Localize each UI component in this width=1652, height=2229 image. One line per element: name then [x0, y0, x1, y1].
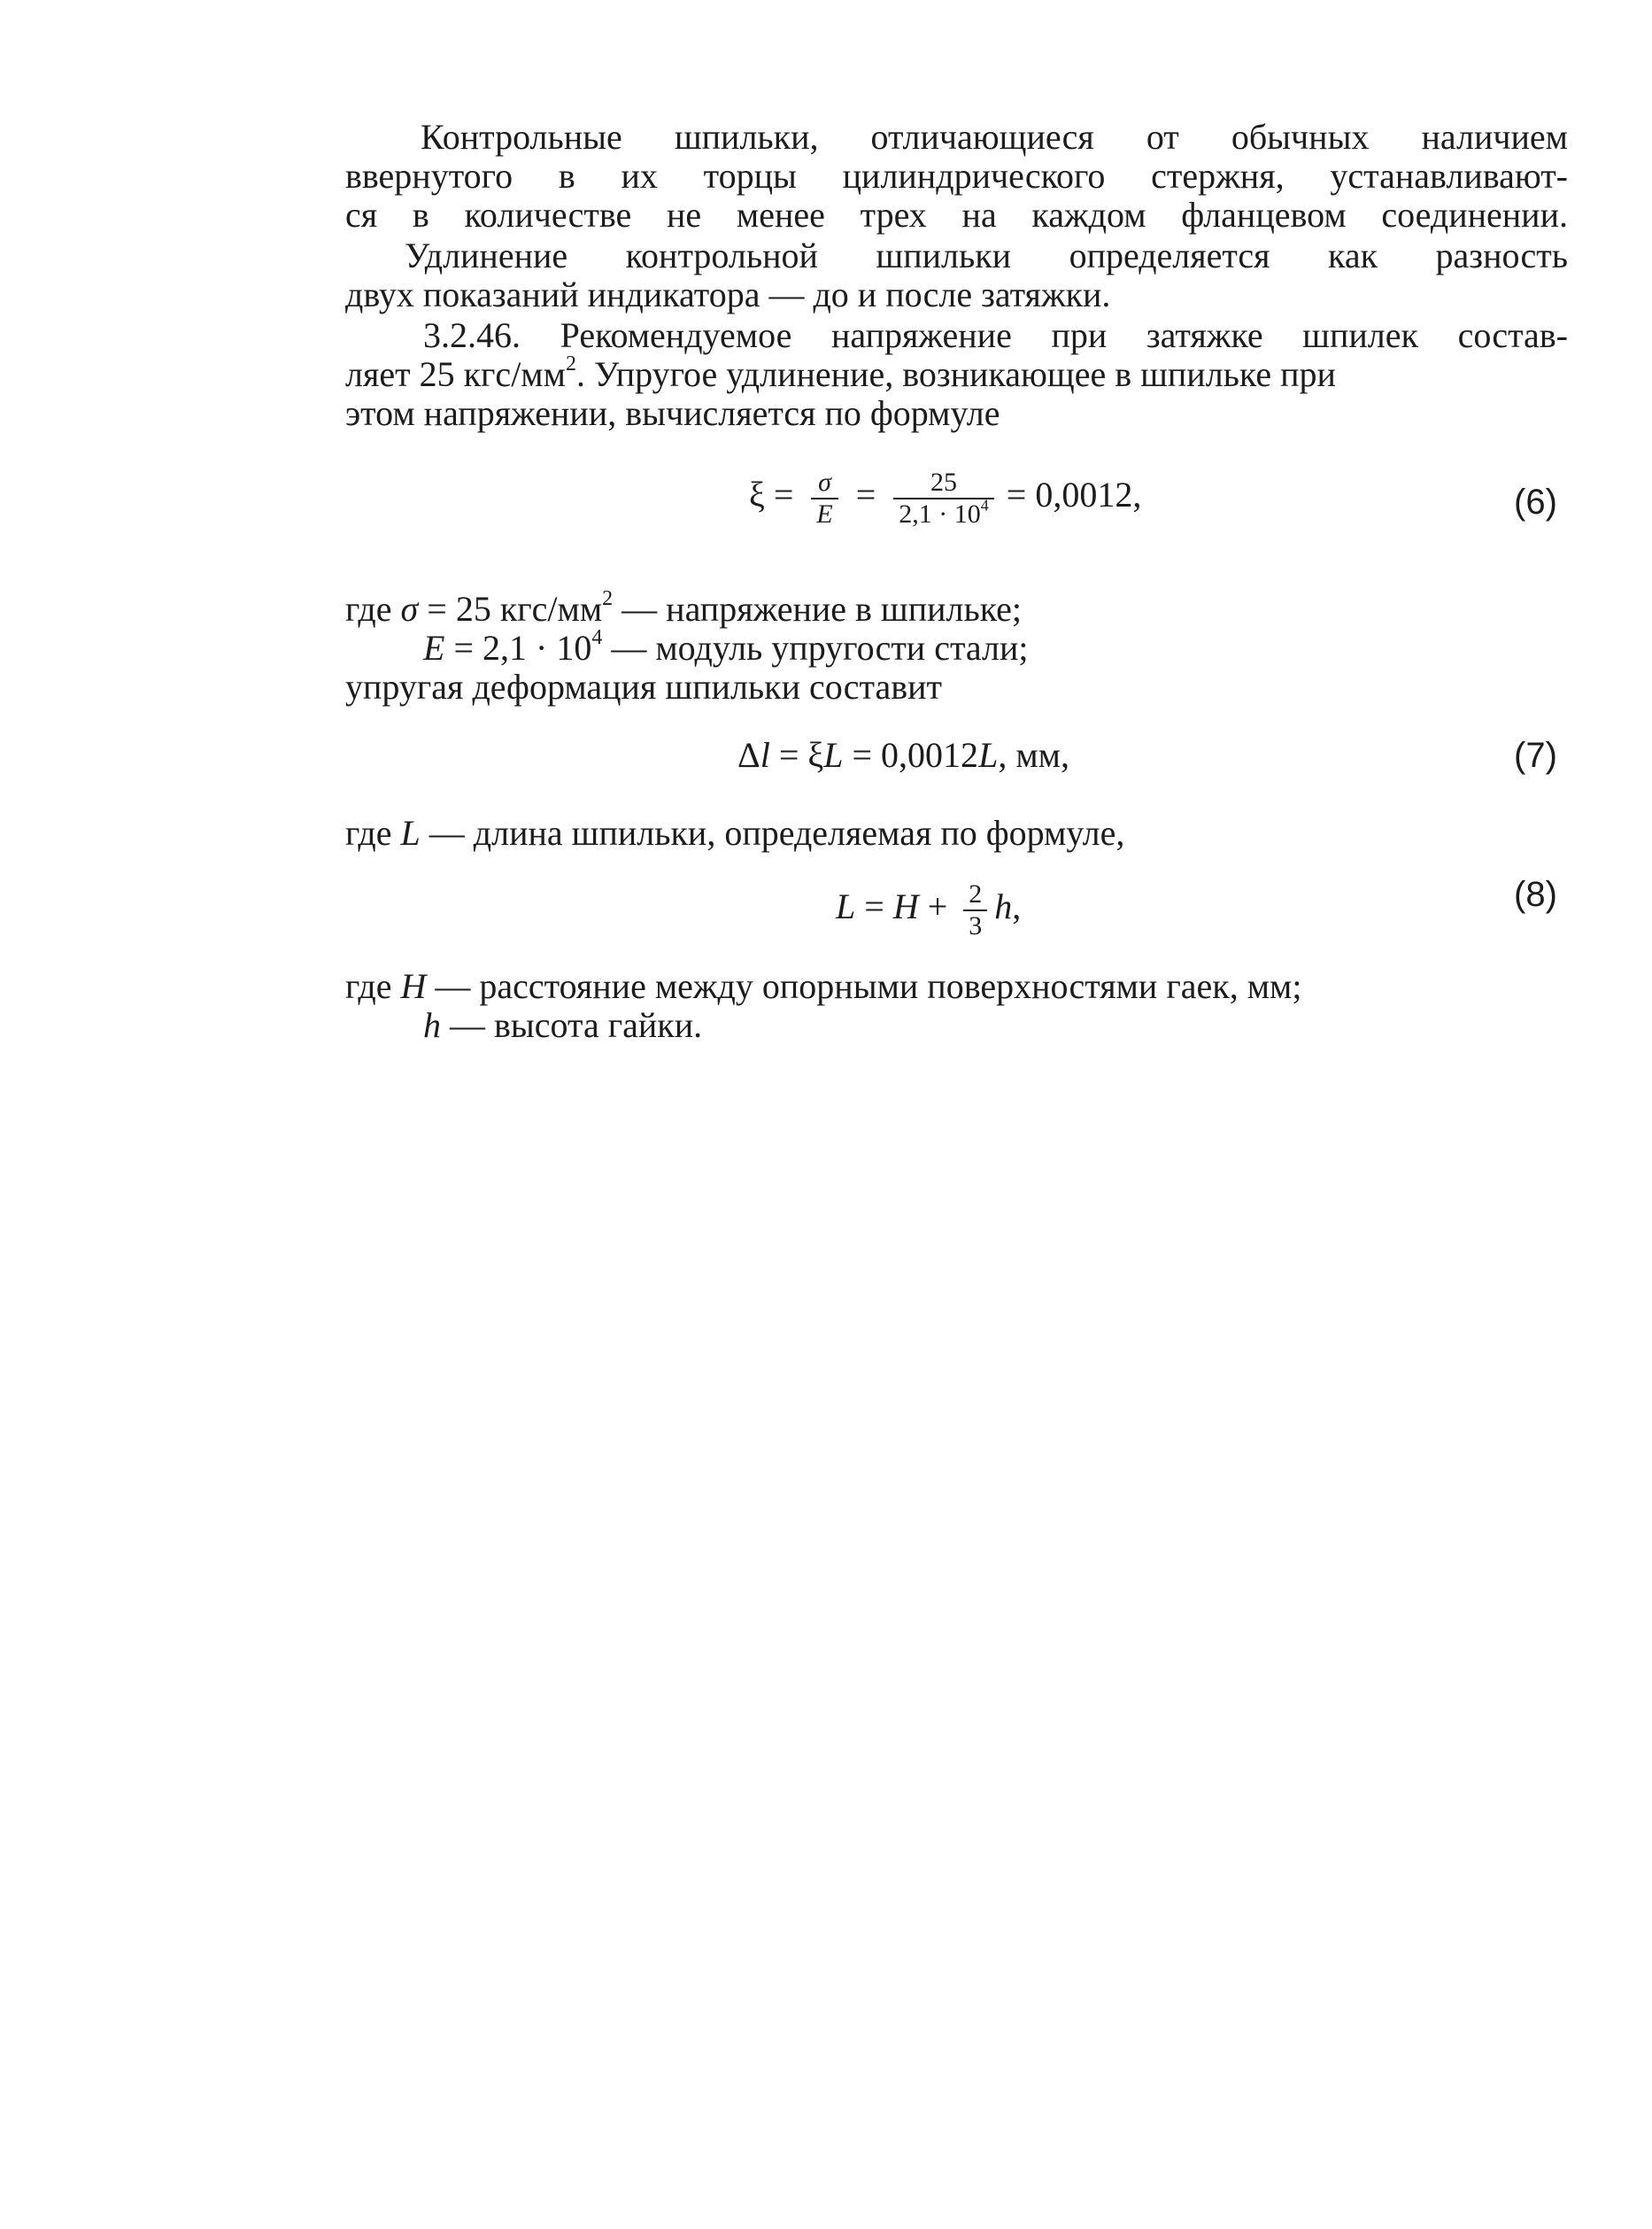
formula-7-lhs-b: = ξ [769, 735, 824, 775]
where-6-line-1-b: — напряжение в шпильке; [613, 589, 1023, 629]
where-8-line-1-symbol: H [400, 966, 427, 1006]
formula-6-fraction-2-num: 25 [930, 468, 958, 497]
formula-8-fraction [963, 879, 987, 941]
formula-7-rhs-symbol: L [978, 735, 999, 775]
formula-6-fraction-1-den: E [816, 499, 833, 529]
where-8-line-2-symbol: h [423, 1005, 441, 1045]
where-8-line-2 [423, 1004, 702, 1047]
paragraph-2-line-2: двух показаний индикатора — до и после затяжки. [345, 275, 1111, 314]
paragraph-1-line-2: ввернутого в их торцы цилиндрического стержня, устанавливают- [345, 156, 1568, 196]
where-6-line-3: упругая деформация шпильки составит [345, 667, 943, 707]
formula-6-number: (6) [1514, 483, 1557, 522]
paragraph-3-line-1: 3.2.46. Рекомендуемое напряжение при затяжке шпилек состав- [423, 315, 1568, 355]
formula-6-fraction-1 [811, 468, 838, 530]
where-8-line-1-prefix: где [345, 966, 401, 1006]
formula-6 [749, 468, 1141, 530]
formula-8-tail: , [1012, 886, 1022, 927]
where-6-line-1-prefix: где [345, 589, 401, 629]
where-6-line-2-b: — модуль упругости стали; [602, 628, 1029, 668]
paragraph-3-line-2-b: . Упругое удлинение, возникающее в шпильке при [575, 354, 1336, 394]
paragraph-3-line-2-a: ляет 25 кгс/мм [345, 354, 566, 394]
formula-7-lhs-symbol-2: L [823, 735, 844, 775]
where-6-line-1 [345, 588, 1022, 631]
formula-8-number: (8) [1514, 875, 1557, 914]
paragraph-3-line-2-sup: 2 [565, 352, 576, 375]
formula-6-lhs: ξ = [749, 475, 794, 515]
paragraph-1-line-1: Контрольные шпильки, отличающиеся от обычных наличием [421, 117, 1568, 157]
paragraph-1-line-3: ся в количестве не менее трех на каждом фланцевом соединении. [345, 195, 1568, 235]
where-6-line-2-a: = 2,1 · 10 [444, 628, 592, 668]
formula-6-fraction-2 [893, 468, 994, 530]
formula-7-number: (7) [1514, 736, 1557, 775]
formula-8-plus: + [918, 886, 957, 927]
formula-6-eq: = [855, 475, 876, 515]
where-6-line-2-symbol: E [423, 628, 445, 668]
paragraph-3-line-2 [345, 353, 1568, 396]
where-7-prefix: где [345, 813, 401, 853]
where-7-line [345, 812, 1124, 855]
formula-7-rhs-b: , мм, [998, 735, 1069, 775]
where-7-text: — длина шпильки, определяемая по формуле, [420, 813, 1125, 853]
where-8-line-1 [345, 965, 1301, 1008]
formula-8-symbol-h-lower: h [994, 886, 1013, 927]
where-7-symbol: L [400, 813, 421, 853]
where-6-line-1-sup: 2 [602, 587, 614, 610]
formula-8-fraction-num: 2 [969, 879, 983, 909]
formula-6-fraction-2-den [893, 496, 994, 530]
where-6-line-1-a: = 25 кгс/мм [418, 589, 603, 629]
formula-6-rhs: = 0,0012, [1006, 475, 1142, 515]
formula-7-lhs-symbol: l [760, 735, 770, 775]
formula-8-symbol-h: H [892, 886, 919, 927]
where-6-line-2 [423, 627, 1029, 669]
formula-6-fraction-2-den-sup: 4 [980, 496, 989, 515]
where-6-line-2-sup: 4 [591, 626, 603, 649]
formula-7-rhs-a: = 0,0012 [843, 735, 979, 775]
formula-8-lhs-symbol: L [836, 886, 856, 927]
formula-7 [737, 734, 1069, 777]
formula-7-lhs-a: Δ [737, 735, 760, 775]
paragraph-2-line-1: Удлинение контрольной шпильки определяется как разность [405, 236, 1568, 275]
formula-8-eq: = [855, 886, 893, 927]
where-8-line-2-text: — высота гайки. [441, 1005, 703, 1045]
formula-6-fraction-1-num: σ [818, 468, 831, 497]
where-6-line-1-symbol: σ [400, 589, 419, 629]
paragraph-3-line-3: этом напряжении, вычисляется по формуле [345, 393, 1000, 433]
formula-8-fraction-den: 3 [969, 911, 983, 940]
formula-6-fraction-2-den-a: 2,1 · 10 [899, 499, 981, 529]
where-8-line-1-text: — расстояние между опорными поверхностями гаек, мм; [426, 966, 1302, 1006]
formula-8 [836, 879, 1021, 941]
